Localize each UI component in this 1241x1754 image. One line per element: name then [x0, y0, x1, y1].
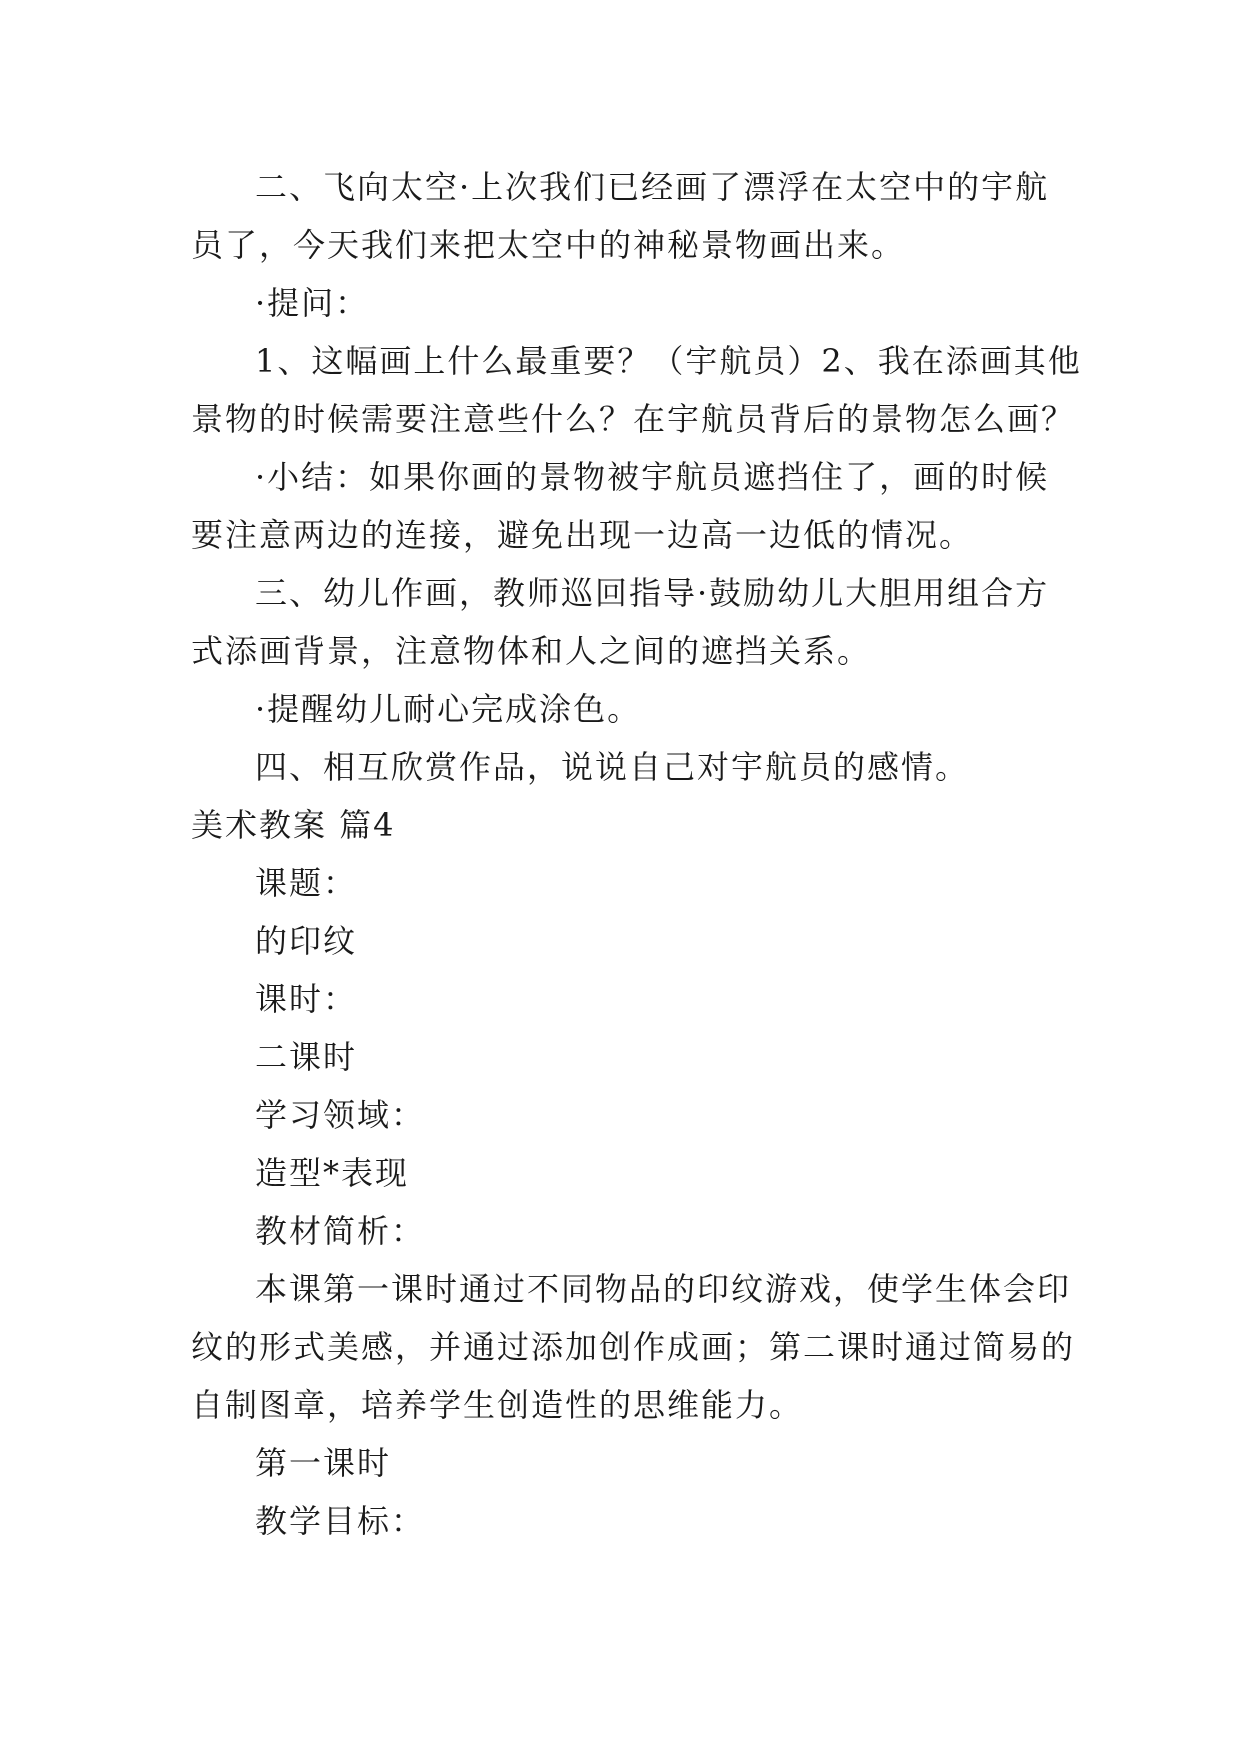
- paragraph-line: 纹的形式美感，并通过添加创作成画；第二课时通过简易的: [191, 1328, 1076, 1366]
- document-body: [191, 158, 1082, 1550]
- field-label-domain: [191, 1086, 1061, 1144]
- paragraph-line: 教学目标：: [255, 1502, 426, 1540]
- field-value-periods: [191, 1028, 1061, 1086]
- paragraph-drawing-guidance: [191, 564, 1061, 680]
- paragraph-line: 的印纹: [255, 922, 358, 960]
- paragraph-line: 教材简析：: [255, 1212, 426, 1250]
- field-value-domain: [191, 1144, 1061, 1202]
- paragraph-line: ·提问：: [255, 284, 370, 322]
- paragraph-line: 员了，今天我们来把太空中的神秘景物画出来。: [191, 226, 906, 264]
- paragraph-line: 本课第一课时通过不同物品的印纹游戏，使学生体会印: [255, 1270, 1072, 1308]
- paragraph-fly-to-space: [191, 158, 1061, 274]
- paragraph-appreciation: [191, 738, 1061, 796]
- section-heading: 美术教案 篇4: [191, 806, 396, 844]
- paragraph-line: 造型*表现: [255, 1154, 410, 1192]
- paragraph-question-list: [191, 332, 1082, 448]
- paragraph-line: 学习领域：: [255, 1096, 426, 1134]
- paragraph-question: [191, 274, 1061, 332]
- paragraph-line: 第一课时: [255, 1444, 392, 1482]
- paragraph-line: 课题：: [255, 864, 358, 902]
- paragraph-line: 四、相互欣赏作品，说说自己对宇航员的感情。: [255, 748, 970, 786]
- paragraph-line: 自制图章，培养学生创造性的思维能力。: [191, 1386, 804, 1424]
- paragraph-summary: [191, 448, 1061, 564]
- paragraph-coloring-reminder: [191, 680, 1061, 738]
- paragraph-analysis: [191, 1260, 1076, 1434]
- paragraph-line: 二课时: [255, 1038, 358, 1076]
- subheading-first-period: [191, 1434, 1061, 1492]
- paragraph-line: 二、飞向太空·上次我们已经画了漂浮在太空中的宇航: [255, 168, 1050, 206]
- field-value-topic: [191, 912, 1061, 970]
- paragraph-line: 要注意两边的连接，避免出现一边高一边低的情况。: [191, 516, 974, 554]
- field-label-topic: [191, 854, 1061, 912]
- field-label-periods: [191, 970, 1061, 1028]
- paragraph-line: 三、幼儿作画，教师巡回指导·鼓励幼儿大胆用组合方: [255, 574, 1050, 612]
- paragraph-line: ·小结：如果你画的景物被宇航员遮挡住了，画的时候: [255, 458, 1050, 496]
- paragraph-line: ·提醒幼儿耐心完成涂色。: [255, 690, 642, 728]
- paragraph-line: 1、这幅画上什么最重要？（宇航员）2、我在添画其他: [255, 342, 1082, 380]
- field-label-analysis: [191, 1202, 1061, 1260]
- paragraph-line: 景物的时候需要注意些什么？在宇航员背后的景物怎么画？: [191, 400, 1076, 438]
- paragraph-line: 式添画背景，注意物体和人之间的遮挡关系。: [191, 632, 872, 670]
- field-label-objectives: [191, 1492, 1061, 1550]
- paragraph-line: 课时：: [255, 980, 358, 1018]
